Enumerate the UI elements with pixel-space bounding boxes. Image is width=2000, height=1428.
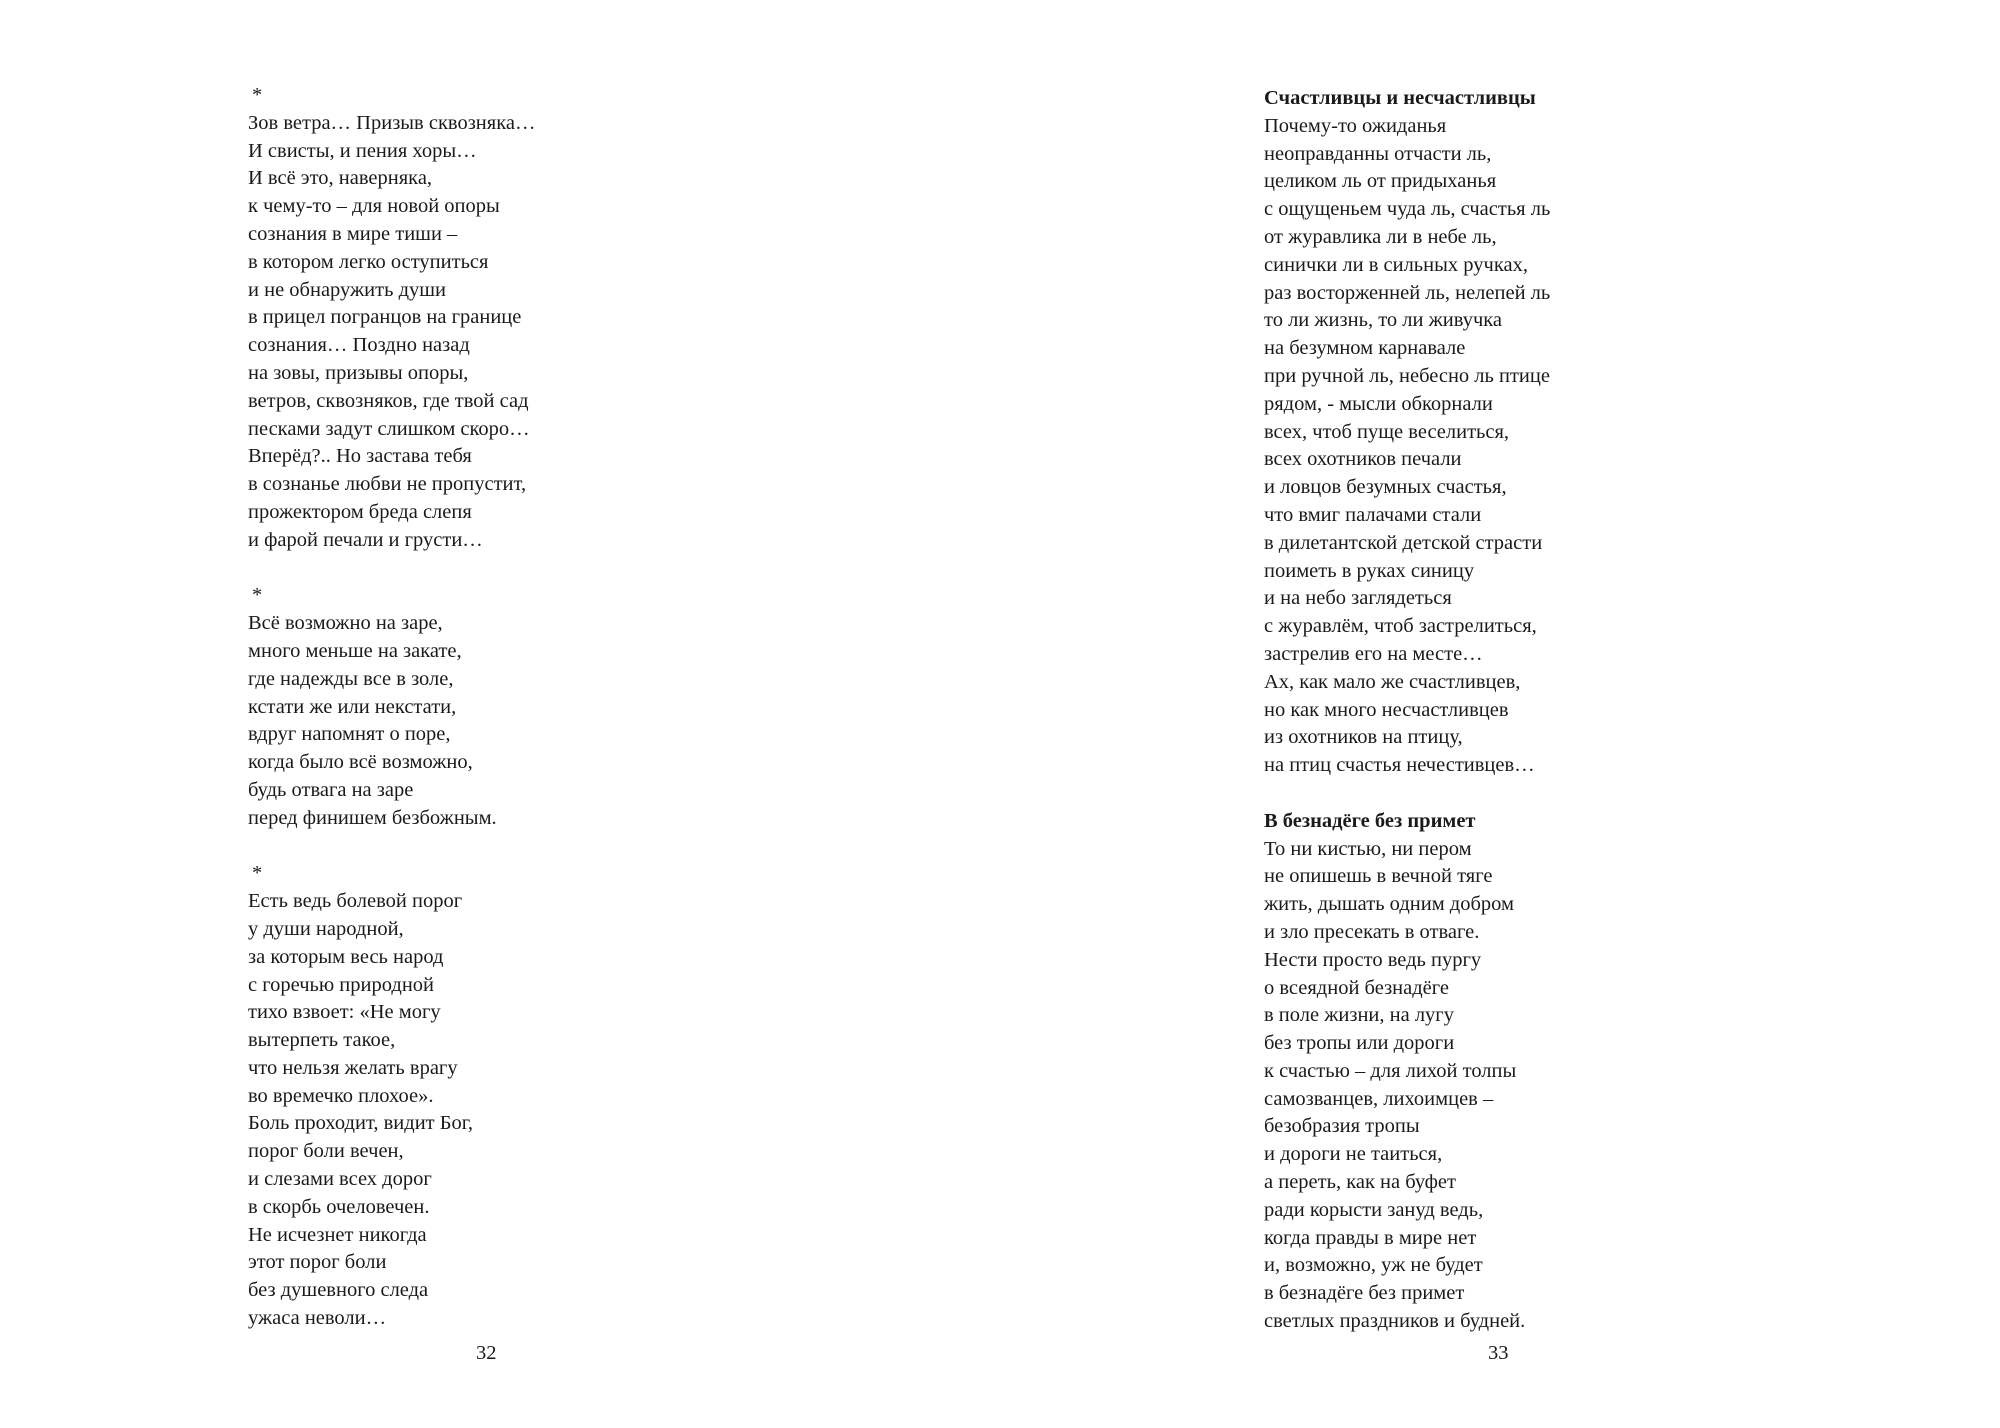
poem-line: этот порог боли: [248, 1251, 387, 1274]
right-page-text: [1264, 85, 1550, 1336]
poem-line: без тропы или дороги: [1264, 1032, 1455, 1055]
poem-line: прожектором бреда слепя: [248, 500, 472, 523]
poem-line: будь отвага на заре: [248, 778, 414, 801]
poem-line: раз восторженней ль, нелепей ль: [1264, 281, 1551, 304]
poem-line: при ручной ль, небесно ль птице: [1264, 364, 1550, 387]
poem-line: поиметь в руках синицу: [1264, 559, 1475, 582]
poem-line: безобразия тропы: [1264, 1115, 1420, 1138]
poem-line: рядом, - мысли обкорнали: [1264, 392, 1493, 415]
poem-line: целиком ль от придыханья: [1264, 170, 1497, 193]
poem-line: Нести просто ведь пургу: [1264, 948, 1482, 971]
poem-marker: *: [252, 84, 263, 106]
poem-line: и слезами всех дорог: [248, 1168, 432, 1191]
poem-line: Боль проходит, видит Бог,: [248, 1112, 473, 1135]
poem-line: и зло пресекать в отваге.: [1264, 920, 1480, 943]
poem-line: что нельзя желать врагу: [248, 1056, 458, 1079]
poem-line: Зов ветра… Призыв сквозняка…: [248, 111, 536, 134]
poem-line: много меньше на закате,: [248, 639, 462, 662]
poem-line: а переть, как на буфет: [1264, 1171, 1456, 1194]
poem-line: в дилетантской детской страсти: [1264, 531, 1543, 554]
poem-schastlivtsy: [1264, 85, 1550, 780]
poem-line: и дороги не таиться,: [1264, 1143, 1443, 1166]
poem-line: и на небо заглядеться: [1264, 587, 1452, 610]
poem-line: у души народной,: [248, 917, 404, 940]
poem-marker: *: [252, 862, 263, 885]
poem-line: синички ли в сильных ручках,: [1264, 253, 1528, 276]
poem-line: всех охотников печали: [1264, 448, 1462, 471]
poem-line: с горечью природной: [248, 973, 435, 996]
poem-line: то ли жизнь, то ли живучка: [1264, 309, 1503, 332]
poem-marker: *: [252, 584, 263, 607]
poem-line: всех, чтоб пуще веселиться,: [1264, 420, 1510, 443]
poem-line: вдруг напомнят о поре,: [248, 723, 451, 746]
poem-line: самозванцев, лихоимцев –: [1264, 1087, 1494, 1110]
poem-line: в безнадёге без примет: [1264, 1282, 1465, 1305]
poem-line: на зовы, призывы опоры,: [248, 361, 469, 384]
poem-line: вытерпеть такое,: [248, 1029, 396, 1052]
poem-line: И всё это, наверняка,: [248, 167, 433, 190]
poem-line: с ощущеньем чуда ль, счастья ль: [1264, 198, 1551, 221]
poem-line: застрелив его на месте…: [1264, 642, 1483, 665]
poem-line: песками задут слишком скоро…: [248, 417, 530, 440]
poem-line: где надежды все в золе,: [248, 667, 454, 690]
poem-line: Почему-то ожиданья: [1264, 114, 1447, 137]
poem-line: к чему-то – для новой опоры: [248, 195, 500, 218]
left-page-text: [248, 82, 535, 1333]
poem-line: и фарой печали и грусти…: [248, 528, 483, 551]
poem-line: порог боли вечен,: [248, 1140, 404, 1163]
poem-line: То ни кистью, ни пером: [1264, 837, 1472, 860]
poem-line: на птиц счастья нечестивцев…: [1264, 754, 1535, 777]
poem-line: Ах, как мало же счастливцев,: [1264, 670, 1521, 693]
poem-line: тихо взвоет: «Не могу: [248, 1001, 441, 1024]
poem-line: Не исчезнет никогда: [248, 1223, 427, 1246]
poem-title: Счастливцы и несчастливцы: [1264, 87, 1536, 109]
poem-line: из охотников на птицу,: [1264, 726, 1463, 749]
poem-untitled-1: [248, 82, 535, 555]
poem-line: когда было всё возможно,: [248, 751, 473, 774]
poem-line: перед финишем безбожным.: [248, 806, 497, 829]
right-page: [1000, 0, 2000, 1428]
poem-line: Есть ведь болевой порог: [248, 890, 463, 913]
poem-untitled-2: [248, 582, 535, 832]
poem-line: в сознанье любви не пропустит,: [248, 473, 527, 496]
poem-line: и не обнаружить души: [248, 278, 447, 301]
poem-line: без душевного следа: [248, 1279, 429, 1302]
poem-line: но как много несчастливцев: [1264, 698, 1509, 721]
poem-line: неоправданны отчасти ль,: [1264, 142, 1492, 165]
poem-line: Вперёд?.. Но застава тебя: [248, 445, 472, 468]
poem-line: Всё возможно на заре,: [248, 612, 443, 635]
poem-line: от журавлика ли в небе ль,: [1264, 225, 1497, 248]
poem-line: жить, дышать одним добром: [1264, 893, 1515, 916]
page-number-left: 32: [476, 1342, 497, 1364]
poem-line: на безумном карнавале: [1264, 337, 1466, 360]
poem-line: в котором легко оступиться: [248, 250, 489, 273]
poem-line: И свисты, и пения хоры…: [248, 139, 477, 162]
poem-line: ветров, сквозняков, где твой сад: [248, 389, 529, 412]
poem-line: что вмиг палачами стали: [1264, 503, 1482, 526]
poem-line: ужаса неволи…: [248, 1307, 387, 1330]
poem-beznadega: [1264, 808, 1550, 1336]
poem-line: в поле жизни, на лугу: [1264, 1004, 1454, 1027]
poem-line: за которым весь народ: [248, 945, 444, 968]
poem-line: в скорбь очеловечен.: [248, 1195, 430, 1218]
poem-line: к счастью – для лихой толпы: [1264, 1059, 1517, 1082]
poem-line: сознания в мире тиши –: [248, 222, 458, 245]
poem-title: В безнадёге без примет: [1264, 809, 1476, 832]
poem-line: светлых праздников и будней.: [1264, 1310, 1526, 1333]
poem-line: не опишешь в вечной тяге: [1264, 865, 1493, 888]
page-number-right: 33: [1488, 1342, 1509, 1364]
poem-line: о всеядной безнадёге: [1264, 976, 1450, 999]
poem-line: сознания… Поздно назад: [248, 334, 470, 357]
poem-line: и, возможно, уж не будет: [1264, 1254, 1483, 1277]
poem-line: во времечко плохое».: [248, 1084, 434, 1107]
poem-line: когда правды в мире нет: [1264, 1226, 1477, 1249]
poem-line: кстати же или некстати,: [248, 695, 457, 718]
poem-line: в прицел погранцов на границе: [248, 306, 522, 329]
poem-line: ради корысти зануд ведь,: [1264, 1198, 1484, 1221]
poem-line: и ловцов безумных счастья,: [1264, 476, 1507, 499]
poem-line: с журавлём, чтоб застрелиться,: [1264, 615, 1537, 638]
poem-untitled-3: [248, 860, 535, 1333]
